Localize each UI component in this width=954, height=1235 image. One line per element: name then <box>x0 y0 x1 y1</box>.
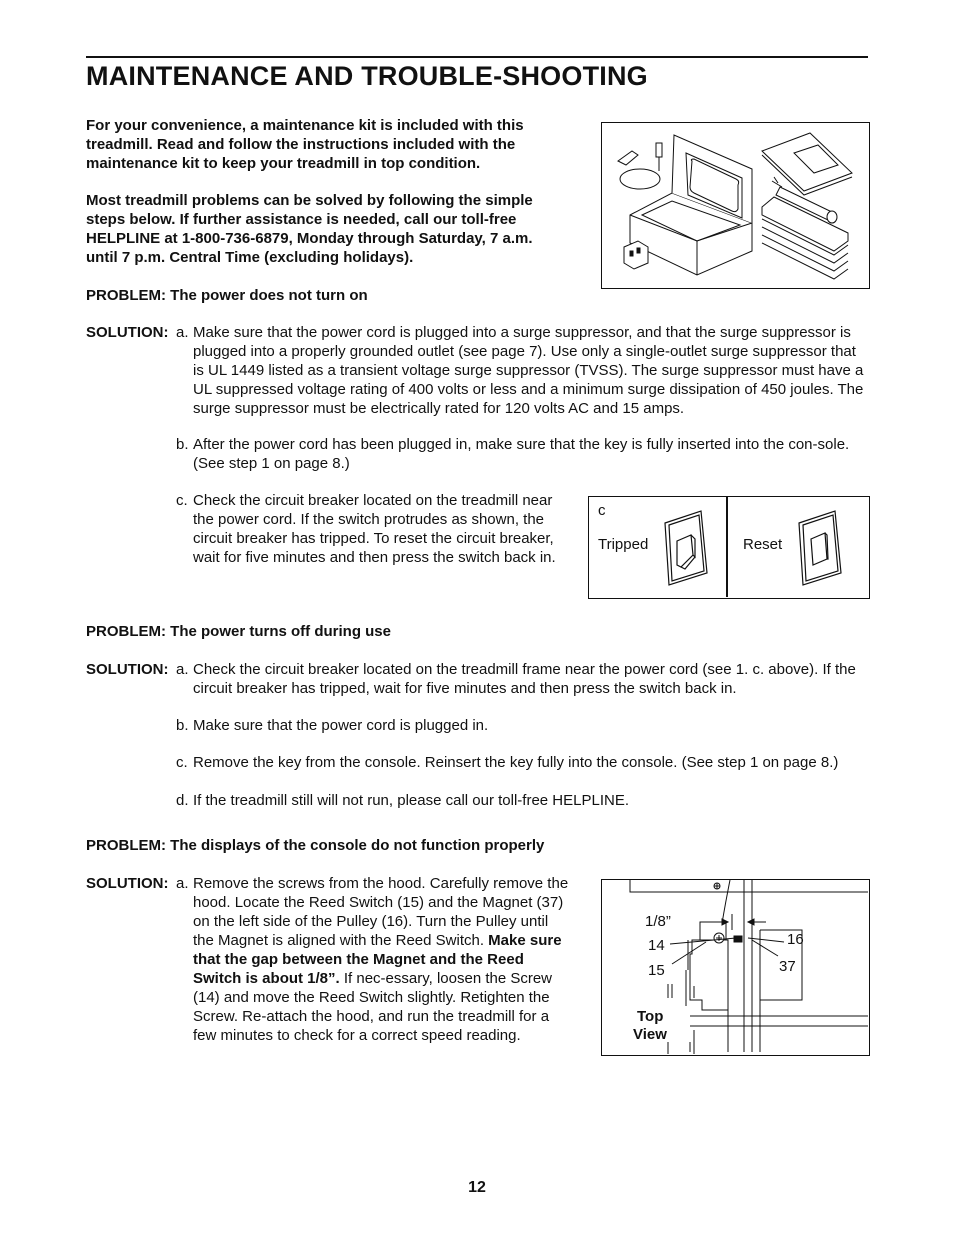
item-text: After the power cord has been plugged in, make sure that the key is fully inserted into the con-sole. (See step 1 on page 8.) <box>193 436 850 472</box>
item-letter: a. <box>176 661 189 678</box>
item-letter: b. <box>176 717 189 734</box>
circuit-breaker-figure <box>588 496 870 599</box>
tripped-label: Tripped <box>598 536 649 553</box>
item-letter: a. <box>176 324 189 341</box>
part-14-label: 14 <box>648 937 665 954</box>
solution-1-item-c <box>176 491 556 567</box>
solution-2-item-b <box>176 716 870 735</box>
problem-1-heading: PROBLEM: The power does not turn on <box>86 287 368 304</box>
item-text <box>193 874 570 1045</box>
top-view-label-line2: View <box>633 1026 667 1043</box>
item-text: Make sure that the power cord is plugged into a surge suppressor, and that the surge suppressor is plugged into a properly grounded outlet (see page 7). Use only a single-outlet surge suppressor that is UL 1449 listed as a transient voltage surge suppressor (TVSS). The surge suppressor must have a UL suppressed voltage rating of 400 volts or less and a minimum surge dissipation of 450 joules. The surge suppressor must be electrically rated for 120 volts AC and 15 amps. <box>193 324 864 417</box>
problem-3-heading: PROBLEM: The displays of the console do not function properly <box>86 837 545 854</box>
reed-switch-figure <box>601 879 870 1056</box>
solution-1-label: SOLUTION: <box>86 324 169 341</box>
solution-2-item-a <box>176 660 870 698</box>
item-letter: a. <box>176 875 189 892</box>
reset-switch-icon <box>795 509 845 587</box>
item-text: Check the circuit breaker located on the treadmill frame near the power cord (see 1. c. above). If the circuit breaker has tripped, wait for five minutes and then press the switch back in. <box>193 661 856 697</box>
solution-1-item-a <box>176 323 870 418</box>
item-text: Make sure that the power cord is plugged in. <box>193 717 489 734</box>
maintenance-kit-figure <box>601 122 870 289</box>
gap-label: 1/8” <box>645 913 671 930</box>
tripped-switch-icon <box>661 509 711 587</box>
reset-label: Reset <box>743 536 783 553</box>
part-16-label: 16 <box>787 931 804 948</box>
part-15-label: 15 <box>648 962 665 979</box>
maintenance-kit-illustration <box>602 123 868 287</box>
top-view-label-line1: Top <box>637 1008 664 1025</box>
part-37-label: 37 <box>779 958 796 975</box>
problem-2-heading: PROBLEM: The power turns off during use <box>86 623 391 640</box>
solution-1-item-b <box>176 435 866 473</box>
solution-2-item-d <box>176 791 870 810</box>
item-letter: d. <box>176 792 189 809</box>
solution-2-label: SOLUTION: <box>86 661 169 678</box>
figure-letter: c <box>598 502 606 519</box>
solution-3-item-a <box>176 874 570 1045</box>
title-rule <box>86 56 868 58</box>
solution-3-label: SOLUTION: <box>86 875 169 892</box>
item-text-emphasis: Make sure that the gap between the Magnet and the Reed Switch is about 1/8”. <box>193 932 562 987</box>
intro-paragraph-helpline: Most treadmill problems can be solved by following the simple steps below. If further assistance is needed, call our toll-free HELPLINE at 1-800-736-6879, Monday through Saturday, 7 a.m. until 7 p.m. Central Time (excluding holidays). <box>86 192 533 266</box>
item-text: Check the circuit breaker located on the treadmill near the power cord. If the switch protrudes as shown, the circuit breaker has tripped. To reset the circuit breaker, wait for five minutes and then press the switch back in. <box>193 492 556 566</box>
page-number: 12 <box>468 1179 486 1196</box>
page-title: MAINTENANCE AND TROUBLE-SHOOTING <box>86 61 648 91</box>
intro-paragraph-kit: For your convenience, a maintenance kit is included with this treadmill. Read and follow the instructions included with the maintenance kit to keep your treadmill in top condition. <box>86 117 524 172</box>
item-letter: c. <box>176 754 188 771</box>
item-text-part: If nec-essary, loosen the Screw (14) and move the Reed Switch slightly. Retighten the Screw. Re-attach the hood, and run the treadmill for a few minutes to check for a correct speed reading. <box>193 970 553 1044</box>
item-letter: c. <box>176 492 188 509</box>
solution-2-item-c <box>176 753 870 772</box>
figure-divider <box>726 497 728 597</box>
item-letter: b. <box>176 436 189 453</box>
item-text: If the treadmill still will not run, please call our toll-free HELPLINE. <box>193 792 630 809</box>
item-text: Remove the key from the console. Reinsert the key fully into the console. (See step 1 on page 8.) <box>193 754 839 771</box>
item-text-part: Remove the screws from the hood. Carefully remove the hood. Locate the Reed Switch (15) and the Magnet (37) on the left side of the Pulley (16). Turn the Pulley until the Magnet is aligned with the Reed Switch. <box>193 875 569 949</box>
